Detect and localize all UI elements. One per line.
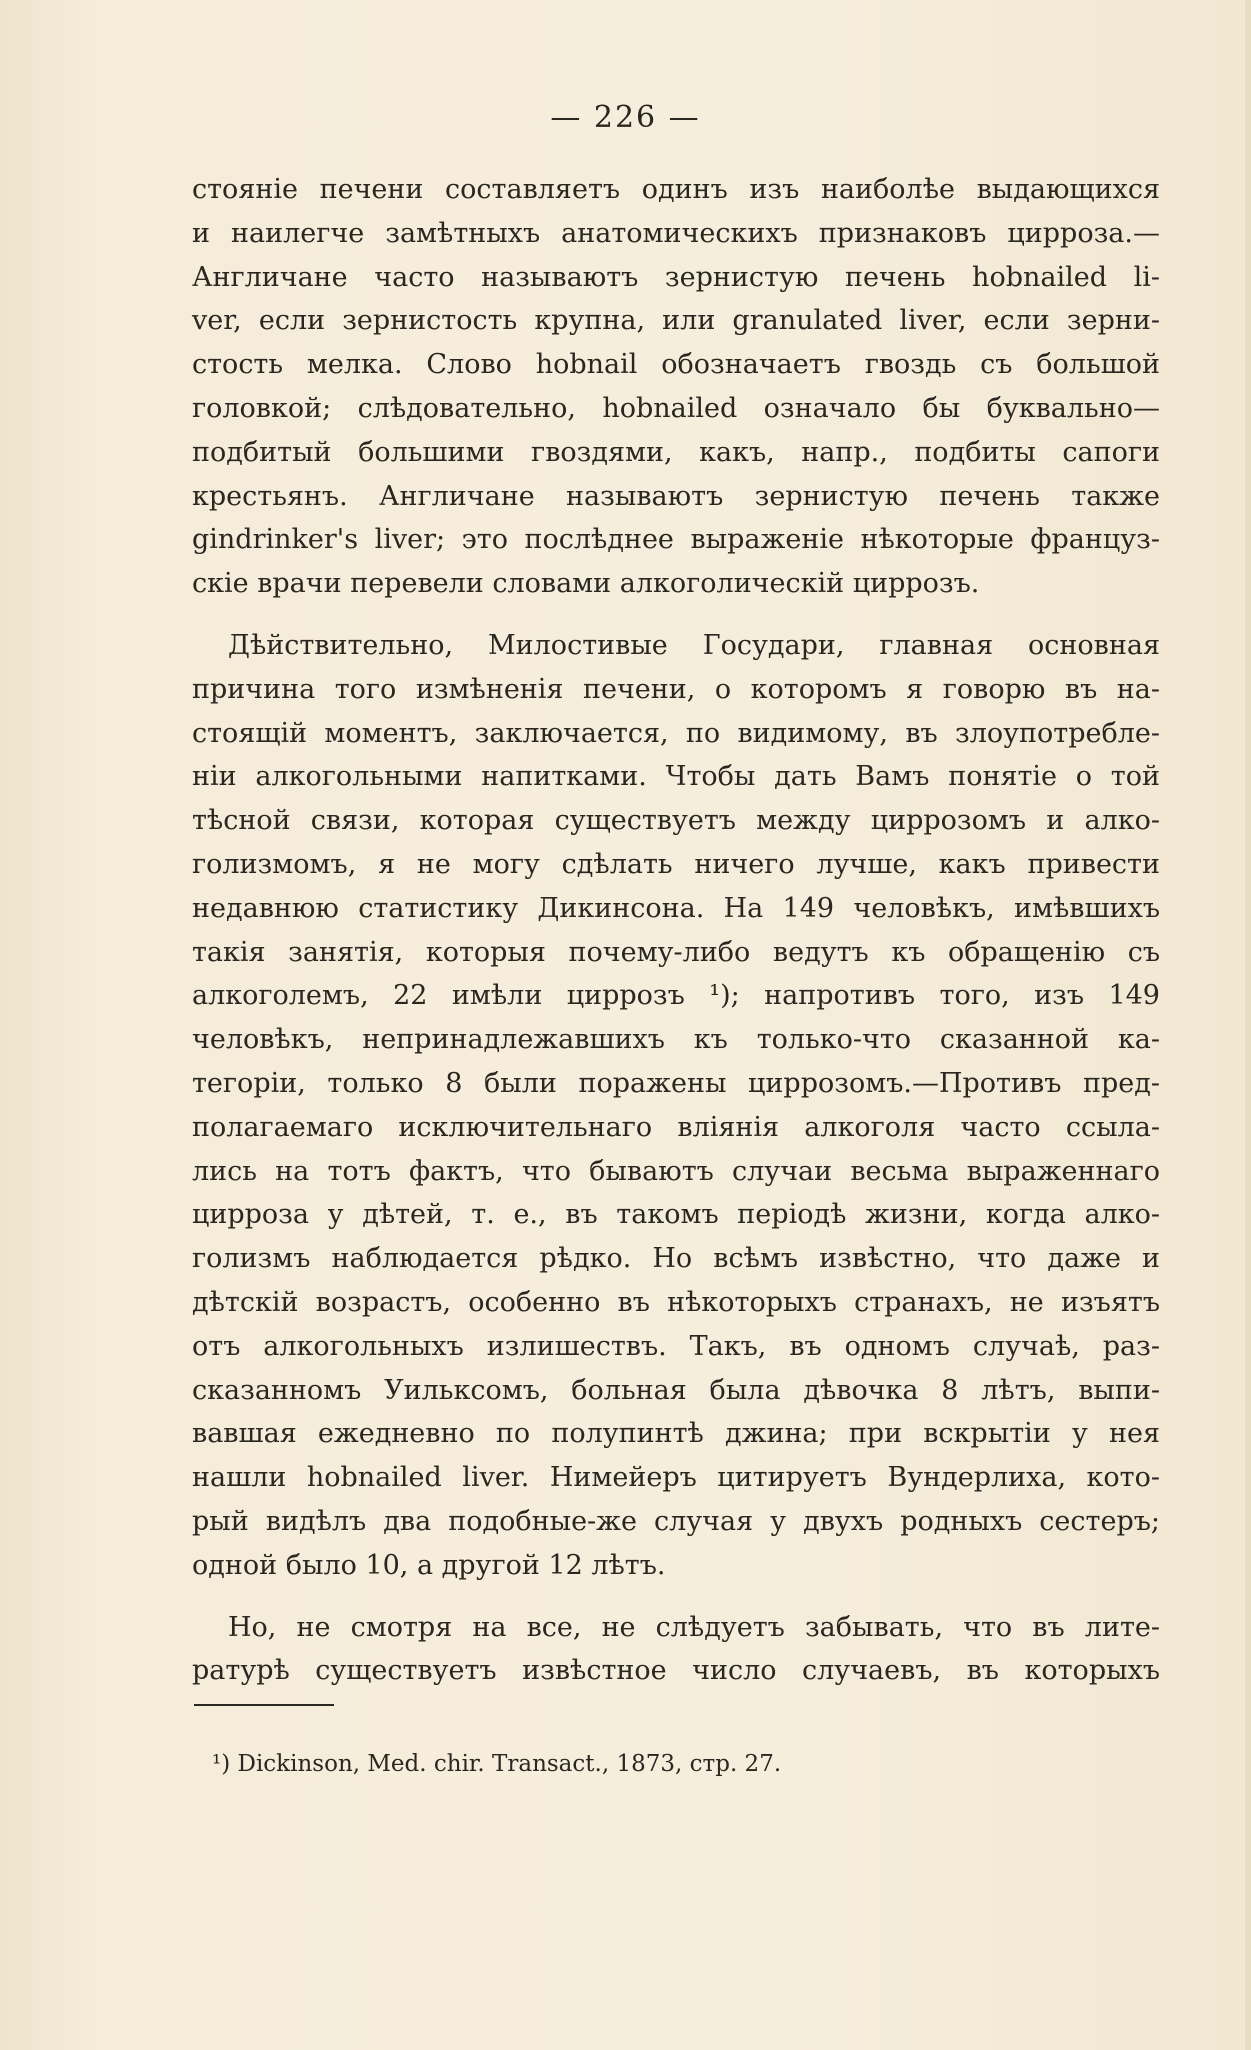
text-line: недавнюю статистику Дикинсона. На 149 человѣкъ, имѣвшихъ <box>192 892 1160 924</box>
text-line: лись на тотъ фактъ, что бываютъ случаи весьма выраженнаго <box>192 1155 1160 1187</box>
text-line: рый видѣлъ два подобные-же случая у двухъ родныхъ сестеръ; <box>192 1505 1160 1537</box>
text-line: голизмъ наблюдается рѣдко. Но всѣмъ извѣстно, что даже и <box>192 1243 1160 1275</box>
text-line: отъ алкогольныхъ излишествъ. Такъ, въ одномъ случаѣ, раз- <box>192 1330 1160 1362</box>
text-line: Но, не смотря на все, не слѣдуетъ забывать, что въ лите- <box>228 1611 1160 1643</box>
text-line: цирроза у дѣтей, т. е., въ такомъ періодѣ жизни, когда алко- <box>192 1199 1160 1231</box>
paragraph <box>192 1606 1160 1694</box>
text-line: ніи алкогольными напитками. Чтобы дать Вамъ понятіе о той <box>192 761 1160 793</box>
text-line: подбитый большими гвоздями, какъ, напр., подбиты сапоги <box>192 436 1160 468</box>
text-line: тѣсной связи, которая существуетъ между циррозомъ и алко- <box>192 805 1160 837</box>
text-line: крестьянъ. Англичане называютъ зернистую печень также <box>192 480 1160 512</box>
text-line: стояніе печени составляетъ одинъ изъ наиболѣе выдающихся <box>192 174 1160 205</box>
text-line: тегоріи, только 8 были поражены циррозомъ.—Противъ пред- <box>192 1067 1160 1099</box>
text-line: стость мелка. Слово hobnail обозначаетъ гвоздь съ большой <box>192 349 1160 381</box>
text-line: голизмомъ, я не могу сдѣлать ничего лучше, какъ привести <box>192 848 1160 880</box>
footnote-rule <box>194 1704 334 1706</box>
text-line: Дѣйствительно, Милостивые Государи, главная основная <box>228 629 1160 661</box>
text-line: дѣтскій возрастъ, особенно въ нѣкоторыхъ странахъ, не изъятъ <box>192 1286 1160 1318</box>
paragraph-gap <box>192 606 1160 624</box>
text-line: причина того измѣненія печени, о которомъ я говорю въ на- <box>192 673 1160 705</box>
page-number: — 226 — <box>550 100 701 135</box>
paragraph <box>192 624 1160 1588</box>
text-line: ратурѣ существуетъ извѣстное число случаевъ, въ которыхъ <box>192 1655 1160 1687</box>
text-line: одной было 10, а другой 12 лѣтъ. <box>192 1549 666 1581</box>
text-line: скіе врачи перевели словами алкоголическій циррозъ. <box>192 568 980 600</box>
text-line: ver, если зернистость крупна, или granulated liver, если зерни- <box>192 305 1160 337</box>
page-edge <box>1245 0 1251 2050</box>
text-line: Англичане часто называютъ зернистую печень hobnailed li- <box>192 261 1160 293</box>
text-line: вавшая ежедневно по полупинтѣ джина; при вскрытіи у нея <box>192 1418 1160 1450</box>
body-text <box>192 168 1160 1693</box>
text-line: и наилегче замѣтныхъ анатомическихъ признаковъ цирроза.— <box>192 217 1160 249</box>
text-line: такія занятія, которыя почему-либо ведутъ къ обращенію съ <box>192 936 1160 968</box>
footnote: ¹) Dickinson, Med. chir. Transact., 1873, стр. 27. <box>212 1751 782 1777</box>
text-line: алкоголемъ, 22 имѣли циррозъ ¹); напротивъ того, изъ 149 <box>192 980 1160 1012</box>
text-line: gindrinker's liver; это послѣднее выраженіе нѣкоторые француз- <box>192 524 1160 556</box>
paragraph <box>192 168 1160 606</box>
text-line: головкой; слѣдовательно, hobnailed означало бы буквально— <box>192 392 1160 424</box>
text-line: нашли hobnailed liver. Нимейеръ цитируетъ Вундерлиха, кото- <box>192 1462 1160 1494</box>
text-line: сказанномъ Уильксомъ, больная была дѣвочка 8 лѣтъ, выпи- <box>192 1374 1160 1406</box>
paragraph-gap <box>192 1588 1160 1606</box>
text-line: полагаемаго исключительнаго вліянія алкоголя часто ссыла- <box>192 1111 1160 1143</box>
text-line: человѣкъ, непринадлежавшихъ къ только-что сказанной ка- <box>192 1024 1160 1056</box>
text-line: стоящій моментъ, заключается, по видимому, въ злоупотребле- <box>192 717 1160 749</box>
